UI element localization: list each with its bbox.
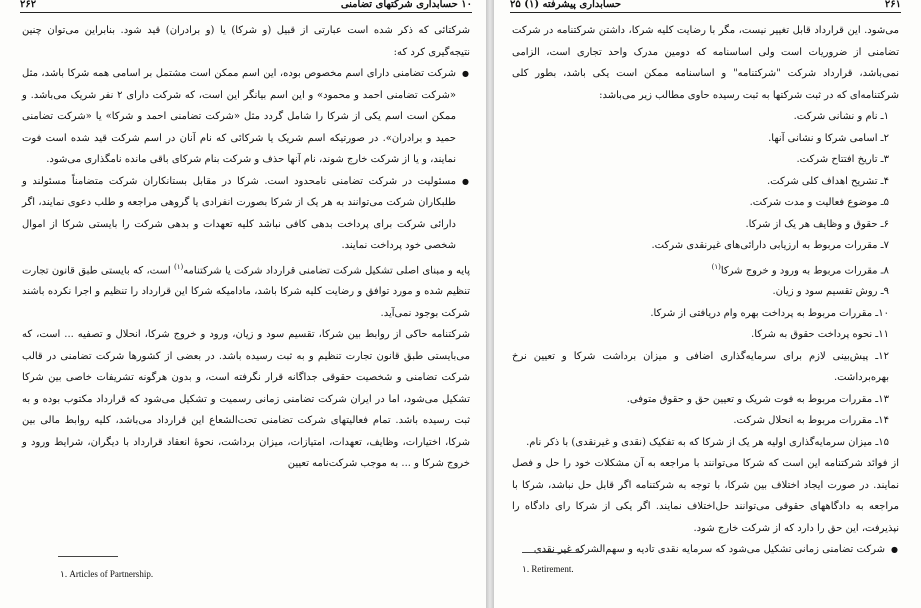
list-item: ۹ـ روش تقسیم سود و زیان.	[772, 286, 889, 298]
contract-paragraph: شرکتنامه حاکی از روابط بین شرکا، تقسیم سود و زیان، ورود و خروج شرکا، انحلال و تصفیه ... است، که می‌بایستی طبق قانون تجارت تنظیم و به ثبت رسیده باشد. در بعضی از کشورها شرکت تضامنی در قالب شرکت تضامنی و شخصیت حقوقی جداگانه قرار نگرفته است، و بدون هرگونه تشریفات خاصی بین شرکا تشکیل می‌شود، اما در ایران شرکت تضامنی زمانی رسمیت و تشکیل می‌شود که قرارداد مکتوب بوده و به ثبت رسیده باشد. تمام فعالیتهای شرکت تضامنی تحت‌الشعاع این قرارداد می‌باشد، کلیه روابط مالی بین شرکا، اختیارات، وظایف، تعهدات، امتیازات، میزان برداشت، نحوهٔ انعقاد قرارداد با دیگران، شرایط ورود و خروج شرکا و ... به موجب شرکت‌نامه تعیین	[22, 329, 470, 470]
right-page	[494, 0, 921, 608]
list-item	[512, 257, 889, 282]
basis-paragraph	[22, 257, 470, 325]
bullet-item-name: ● شرکت تضامنی دارای اسم مخصوص بوده، این اسم ممکن است مشتمل بر اسامی همه شرکا باشد، مثل «شرکت تضامنی احمد و محمود» و این اسم بیانگر این است، که شرکت دارای ۲ نفر شریک می‌باشد. و ممکن است اسم یکی از شرکا را شامل گردد مثل «شرکت تضامنی احمد و شرکا» یا «شرکت تضامنی حمید و برادران». در صورتیکه اسم شریک یا شرکائی که نام آنان در اسم شرکت قید شده است فوت نمایند، و یا از شرکت خارج شوند، نام آنها حذف و شرکت بنام شرکای باقی مانده نامگذاری می‌شود.	[22, 63, 456, 171]
page-body	[512, 20, 899, 561]
basis-text-pre: پایه و مبنای اصلی تشکیل شرکت تضامنی قرارداد شرکت یا شرکتنامه	[183, 264, 470, 276]
footnote-rule	[58, 556, 118, 557]
bullet-item: ● شرکت تضامنی زمانی تشکیل می‌شود که سرمایه نقدی تادیه و سهم‌الشرکه غیر نقدی	[512, 539, 885, 561]
list-item: ۱۲ـ پیش‌بینی لازم برای سرمایه‌گذاری اضافی و میزان برداشت شرکا و تعیین نرخ بهره‌برداشت.	[512, 350, 889, 384]
intro-paragraph: شرکتائی که ذکر شده است عبارتی از قبیل (و شرکا) یا (و برادران) قید شود. بنابراین می‌توان چنین نتیجه‌گیری کرد که:	[22, 25, 470, 58]
bullet-list	[512, 539, 899, 561]
footnote: ۱. Retirement.	[522, 564, 574, 574]
page-body	[22, 20, 470, 475]
page-header	[510, 0, 901, 13]
page-number: ۲۶۱	[884, 0, 901, 10]
contract-items-list	[512, 106, 899, 453]
footnote-rule	[522, 552, 582, 553]
list-item: ۱۵ـ میزان سرمایه‌گذاری اولیه هر یک از شرکا که به تفکیک (نقدی و غیرنقدی) با ذکر نام.	[526, 436, 889, 448]
footnote-marker: (۱)	[711, 262, 721, 271]
list-item: ۱۰ـ مقررات مربوط به پرداخت بهره وام دریافتی از شرکا.	[650, 307, 889, 319]
list-item-text: ۸ـ مقررات مربوط به ورود و خروج شرکا	[720, 264, 889, 276]
list-item: ۱ـ نام و نشانی شرکت.	[793, 111, 889, 122]
running-title: حسابداری پیشرفته (۱) ۲۵	[510, 0, 622, 10]
bullet-item-liability: ● مسئولیت در شرکت تضامنی نامحدود است. شرکا در مقابل بستانکاران شرکت متضامناً مسئولند و طلبکاران شرکت می‌توانند به هر یک از شرکا بصورت انفرادی یا گروهی مراجعه و طلب دعوی نمایند، اگر دارائی شرکت برای پرداخت بدهی کافی نباشد کلیه تعهدات و بدهی شرکت را بایستی شرکا از اموال شخصی خود پرداخت نمایند.	[22, 171, 456, 257]
list-item: ۲ـ اسامی شرکا و نشانی آنها.	[768, 132, 889, 144]
list-item: ۱۳ـ مقررات مربوط به فوت شریک و تعیین حق و حقوق متوفی.	[626, 393, 889, 405]
benefits-paragraph: از فوائد شرکتنامه این است که شرکا می‌توانند با مراجعه به آن مشکلات خود را حل و فصل نمایند. در صورت ایجاد اختلاف بین شرکا، با توجه به شرکتنامه اگر قابل حل نباشد، شرکا با مراجعه به دادگاههای حقوقی می‌توانند حل‌اختلاف نمایند. اگر یکی از شرکا رای دادگاه را نپذیرفت، این حق را دارد که از شرکت خارج شود.	[512, 458, 899, 534]
page-number: ۲۶۲	[20, 0, 37, 10]
list-item: ۳ـ تاریخ افتتاح شرکت.	[796, 154, 889, 165]
footnote: ۱. Articles of Partnership.	[60, 569, 154, 579]
running-title: ۱۰ حسابداری شرکتهای تضامنی	[340, 0, 472, 10]
page-header	[20, 0, 472, 13]
list-item: ۵ـ موضوع فعالیت و مدت شرکت.	[749, 197, 889, 208]
list-item: ۴ـ تشریح اهداف کلی شرکت.	[767, 175, 889, 187]
intro-paragraph: می‌شود. این قرارداد قابل تغییر نیست، مگر با رضایت کلیه شرکا، داشتن شرکتنامه در شرکت تضامنی از ضروریات است ولی اساسنامه که دومین مدرک واحد تجاری است، الزامی نمی‌باشد، قرارداد شرکت "شرکتنامه" و اساسنامه ممکن است یکی باشد، بطور کلی شرکتنامه‌ای که در ثبت شرکتها به ثبت رسیده حاوی مطالب زیر می‌باشد:	[512, 25, 899, 101]
bullet-list	[22, 63, 470, 257]
book-gutter	[486, 0, 494, 608]
list-item: ۶ـ حقوق و وظایف هر یک از شرکا.	[745, 218, 889, 230]
list-item: ۱۴ـ مقررات مربوط به انحلال شرکت.	[733, 415, 889, 427]
footnote-marker: (۱)	[173, 262, 184, 271]
list-item: ۱۱ـ نحوه پرداخت حقوق به شرکا.	[751, 329, 889, 341]
list-item: ۷ـ مقررات مربوط به ارزیابی دارائی‌های غیرنقدی شرکت.	[651, 240, 889, 251]
basis-text-post: است، که بایستی طبق قانون تجارت تنظیم شده و مورد توافق و رضایت کلیه شرکا باشد، مادامیکه شرکا این قرارداد را تنظیم و اجرا نکرده باشند شرکت بوجود نمی‌آید.	[22, 264, 470, 319]
